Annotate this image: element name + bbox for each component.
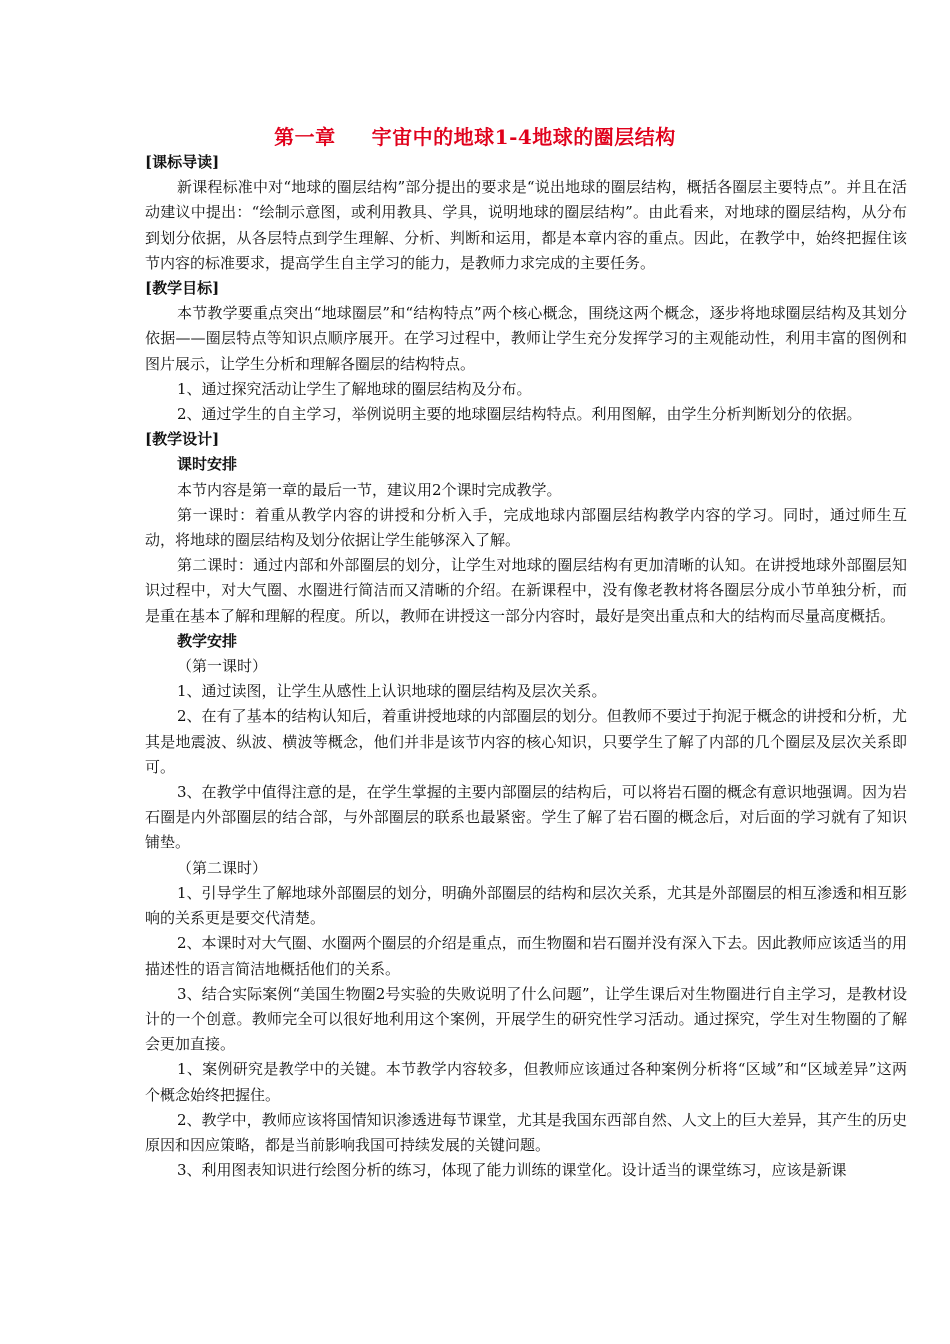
paragraph: 新课程标准中对“地球的圈层结构”部分提出的要求是“说出地球的圈层结构，概括各圈层主要特点”。并且在活动建议中提出：“绘制示意图，或利用教具、学具，说明地球的圈层结构”。由此看来，对地球的圈层结构，从分布到划分依据，从各层特点到学生理解、分析、判断和运用，都是本章内容的重点。因此，在教学中，始终把握住该节内容的标准要求，提高学生自主学习的能力，是教师力求完成的主要任务。 bbox=[145, 178, 907, 272]
title-name: 宇宙中的地球1-4地球的圈层结构 bbox=[371, 125, 676, 149]
subheading: 课时安排 bbox=[177, 455, 238, 474]
document-body bbox=[145, 150, 907, 1183]
paragraph: 本节教学要重点突出“地球圈层”和“结构特点”两个核心概念，围绕这两个概念，逐步将地球圈层结构及其划分依据——圈层特点等知识点顺序展开。在学习过程中，教师让学生充分发挥学习的主观能动性，利用丰富的图例和图片展示，让学生分析和理解各圈层的结构特点。 bbox=[145, 304, 907, 373]
paragraph: 1、案例研究是教学中的关键。本节教学内容较多，但教师应该通过各种案例分析将“区域”和“区域差异”这两个概念始终把握住。 bbox=[145, 1060, 907, 1104]
paragraph: 3、利用图表知识进行绘图分析的练习，体现了能力训练的课堂化。设计适当的课堂练习，应该是新课 bbox=[177, 1161, 847, 1180]
section-heading: [教学设计] bbox=[145, 430, 220, 449]
paragraph: 3、在教学中值得注意的是，在学生掌握的主要内部圈层的结构后，可以将岩石圈的概念有意识地强调。因为岩石圈是内外部圈层的结合部，与外部圈层的联系也最紧密。学生了解了岩石圈的概念后，对后面的学习就有了知识铺垫。 bbox=[145, 783, 907, 852]
paragraph: 2、通过学生的自主学习，举例说明主要的地球圈层结构特点。利用图解，由学生分析判断划分的依据。 bbox=[177, 405, 862, 424]
paragraph: 本节内容是第一章的最后一节，建议用2个课时完成教学。 bbox=[177, 480, 562, 499]
paragraph: 第一课时：着重从教学内容的讲授和分析入手，完成地球内部圈层结构教学内容的学习。同时，通过师生互动，将地球的圈层结构及划分依据让学生能够深入了解。 bbox=[145, 505, 907, 550]
paragraph: 3、结合实际案例“美国生物圈2号实验的失败说明了什么问题”，让学生课后对生物圈进行自主学习，是教材设计的一个创意。教师完全可以很好地利用这个案例，开展学生的研究性学习活动。通过探究，学生对生物圈的了解会更加直接。 bbox=[145, 984, 907, 1054]
paragraph: 1、通过探究活动让学生了解地球的圈层结构及分布。 bbox=[177, 379, 532, 398]
page-title bbox=[0, 121, 950, 153]
paragraph: 2、教学中，教师应该将国情知识渗透进每节课堂，尤其是我国东西部自然、人文上的巨大差异，其产生的历史原因和因应策略，都是当前影响我国可持续发展的关键问题。 bbox=[145, 1110, 907, 1154]
paragraph: 2、在有了基本的结构认知后，着重讲授地球的内部圈层的划分。但教师不要过于拘泥于概念的讲授和分析，尤其是地震波、纵波、横波等概念，他们并非是该节内容的核心知识，只要学生了解了内部的几个圈层及层次关系即可。 bbox=[145, 707, 907, 776]
paragraph: 1、通过读图，让学生从感性上认识地球的圈层结构及层次关系。 bbox=[177, 682, 607, 701]
paragraph: 2、本课时对大气圈、水圈两个圈层的介绍是重点，而生物圈和岩石圈并没有深入下去。因此教师应该适当的用描述性的语言简洁地概括他们的关系。 bbox=[145, 934, 907, 978]
title-chapter: 第一章 bbox=[274, 125, 336, 149]
section-heading: [教学目标] bbox=[145, 279, 220, 298]
paragraph: 1、引导学生了解地球外部圈层的划分，明确外部圈层的结构和层次关系，尤其是外部圈层的相互渗透和相互影响的关系更是要交代清楚。 bbox=[145, 883, 907, 928]
paragraph: 第二课时：通过内部和外部圈层的划分，让学生对地球的圈层结构有更加清晰的认知。在讲授地球外部圈层知识过程中，对大气圈、水圈进行简洁而又清晰的介绍。在新课程中，没有像老教材将各圈层分成小节单独分析，而是重在基本了解和理解的程度。所以，教师在讲授这一部分内容时，最好是突出重点和大的结构而尽量高度概括。 bbox=[145, 556, 907, 625]
subheading: 教学安排 bbox=[177, 631, 238, 650]
section-heading: [课标导读] bbox=[145, 153, 220, 171]
lesson-label: （第一课时） bbox=[177, 657, 268, 676]
lesson-label: （第二课时） bbox=[177, 858, 268, 877]
